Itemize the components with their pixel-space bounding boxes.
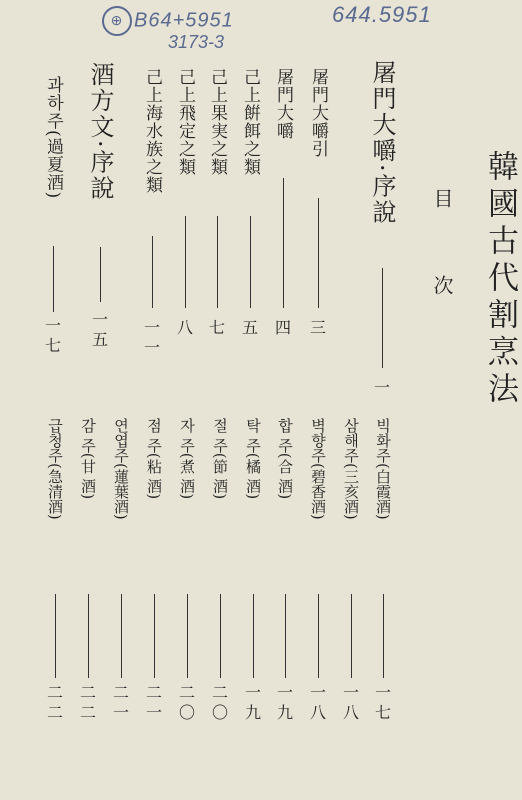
toc-entry-page: 二二 [46,683,63,722]
leader-line [250,216,251,308]
right-stamp-number: 644.5951 [332,2,432,27]
toc-entry-page: 一七 [374,683,391,722]
toc-entry-page: 二一 [112,683,129,722]
toc-entry [367,60,397,397]
leader-line [382,268,383,368]
toc-entry-page: 一 [373,378,390,397]
handwritten-note: 3173-3 [168,32,225,52]
leader-line [217,216,218,308]
toc-entry-page: 八 [176,318,193,337]
leader-line [88,594,89,678]
toc-entry-label: 己上海水族之類 [142,68,162,194]
toc-entry-label: 屠門大嚼·序說 [368,60,396,226]
toc-entry-page: 一七 [44,316,61,355]
leader-line [285,594,286,678]
toc-entry [172,418,202,722]
leader-line [383,594,384,678]
toc-entry-page: 二二 [79,683,96,722]
leader-line [187,594,188,678]
toc-entry-page: 二〇 [211,683,228,722]
toc-entry-label: 과하주(過夏酒) [43,76,63,200]
leader-line [283,178,284,308]
toc-heading-1: 目 [430,188,454,208]
leader-line [55,594,56,678]
toc-entry-label: 탁 주(橘 酒) [244,418,262,500]
toc-entry-page: 一八 [342,683,359,722]
toc-entry [303,68,333,337]
toc-entry-label: 자 주(煮 酒) [178,418,196,500]
toc-entry [235,68,265,337]
toc-entry-label: 빅화주(白霞酒) [374,418,392,520]
leader-line [185,216,186,308]
toc-entry [268,68,298,337]
leader-line [351,594,352,678]
toc-heading-2: 次 [430,275,454,295]
toc-entry-page: 三 [309,318,326,337]
leader-line [318,594,319,678]
toc-entry [139,418,169,722]
stamp-number: B64+5951 [134,9,234,32]
toc-entry-page: 五 [241,318,258,337]
toc-entry-page: 四 [274,318,291,337]
toc-entry [368,418,398,722]
toc-entry [205,418,235,722]
book-title: 韓國古代割烹法 [482,150,518,409]
leader-line [220,594,221,678]
leader-line [53,246,54,312]
toc-entry-page: 一一 [143,318,160,357]
leader-line [318,198,319,308]
toc-entry-label: 酒方文·序說 [86,62,114,202]
toc-entry-label: 己上飛定之類 [175,68,195,176]
toc-entry-label: 급청주(急清酒) [46,418,64,520]
toc-entry [40,418,70,722]
stamp-circle-mark: ⊕ [102,6,132,36]
toc-entry-page: 一五 [91,310,108,349]
leader-line [253,594,254,678]
toc-entry-label: 연엽주(蓮葉酒) [112,418,130,520]
toc-entry-label: 屠門大嚼引 [308,68,328,158]
toc-entry-page: 二〇 [178,683,195,722]
toc-entry-page: 一九 [276,683,293,722]
toc-entry [85,62,115,349]
toc-entry [303,418,333,722]
leader-line [100,247,101,302]
toc-entry-label: 己上果実之類 [207,68,227,176]
toc-entry-label: 벽향주(碧香酒) [309,418,327,520]
toc-entry [336,418,366,722]
toc-entry [106,418,136,722]
toc-entry-label: 절 주(節 酒) [211,418,229,500]
toc-entry-label: 감 주(甘 酒) [79,418,97,500]
toc-entry [238,418,268,722]
leader-line [121,594,122,678]
toc-entry [137,68,167,357]
toc-entry-page: 七 [208,318,225,337]
toc-entry-page: 二一 [145,683,162,722]
toc-entry [38,76,68,355]
toc-entry [170,68,200,337]
toc-entry-label: 점 주(粘 酒) [145,418,163,500]
toc-entry-label: 己上餠餌之類 [240,68,260,176]
leader-line [152,236,153,308]
toc-entry-label: 삼해주(三亥酒) [342,418,360,520]
leader-line [154,594,155,678]
toc-entry [270,418,300,722]
toc-entry-page: 一九 [244,683,261,722]
toc-entry-label: 屠門大嚼 [273,68,293,140]
toc-entry [73,418,103,722]
toc-entry-page: 一八 [309,683,326,722]
toc-entry-label: 합 주(合 酒) [276,418,294,500]
toc-entry [202,68,232,337]
